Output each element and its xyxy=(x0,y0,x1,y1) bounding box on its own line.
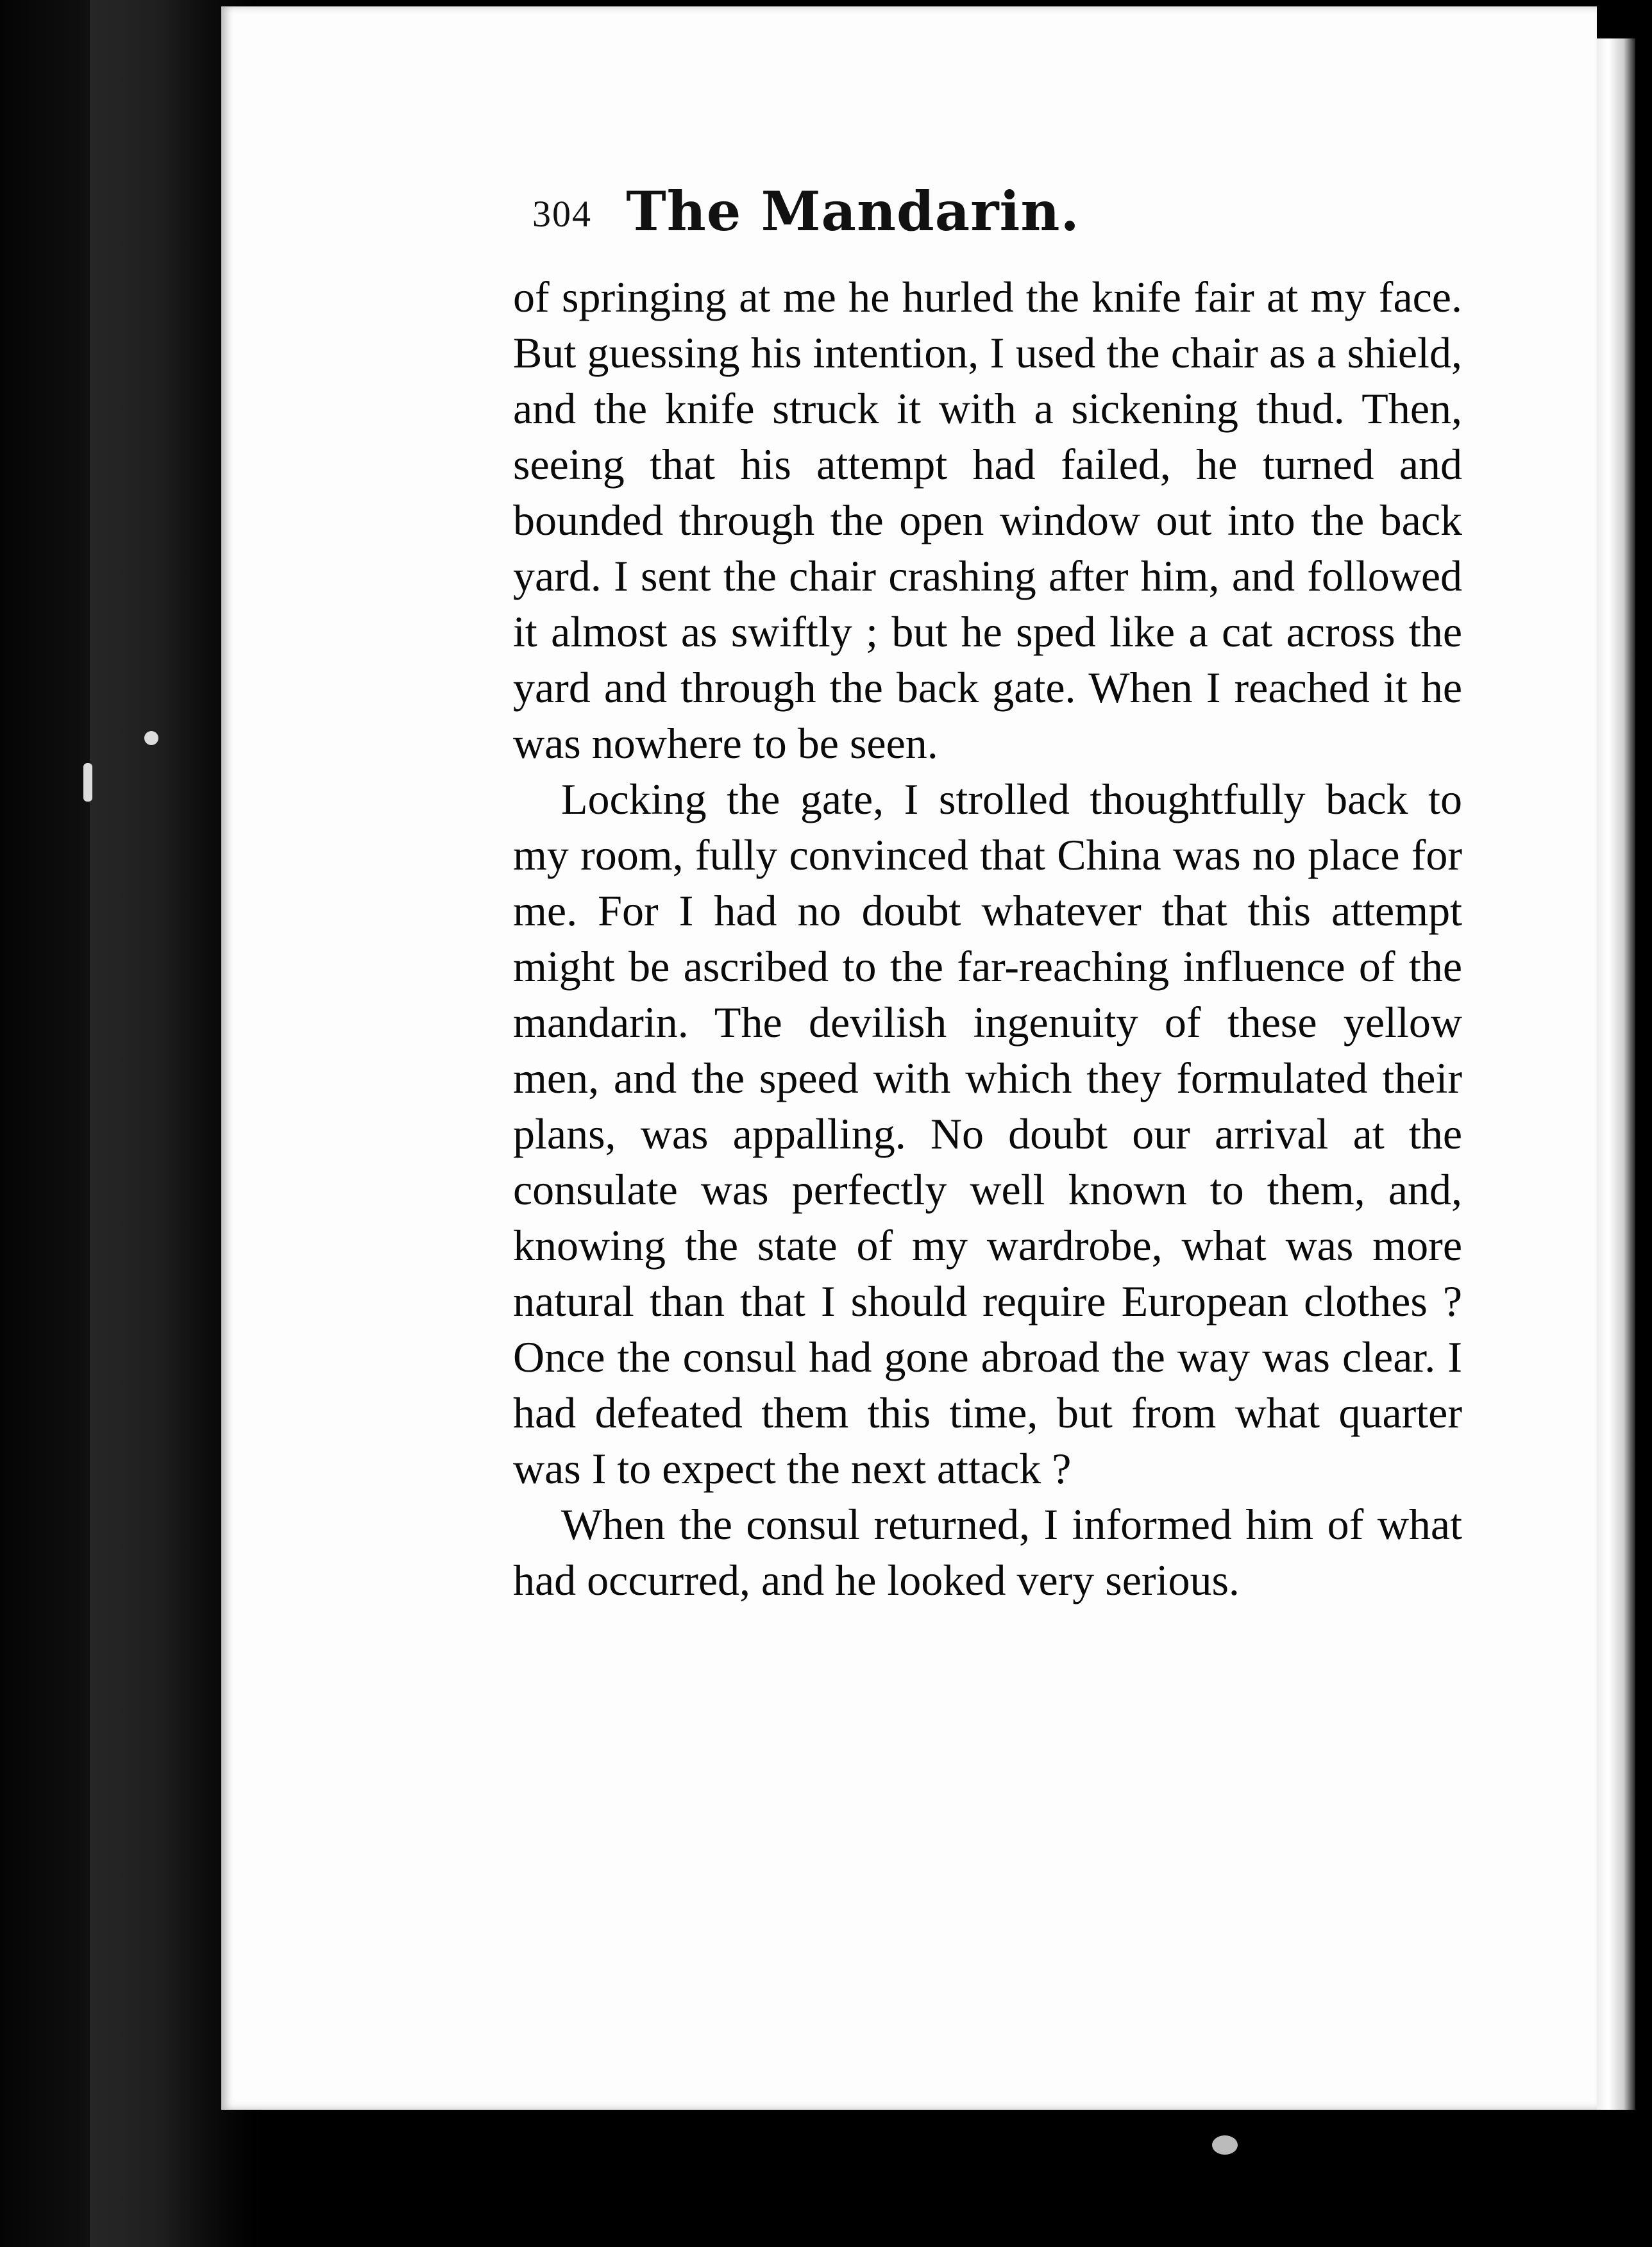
paragraph: of springing at me he hurled the knife fair at my face. But guessing his intention, I used the chair as a shield, and the knife struck it with a sickening thud. Then, seeing that his attempt had failed, he turned and bounded through the open window out into the back yard. I sent the chair crashing after him, and followed it almost as swiftly ; but he sped like a cat across the yard and through the back gate. When I reached it he was nowhere to be seen. xyxy=(513,273,1462,768)
running-head xyxy=(532,173,1174,257)
scan-speck xyxy=(144,731,158,745)
facing-page-edge xyxy=(1597,38,1635,2110)
body-text xyxy=(513,269,1462,1608)
page-number: 304 xyxy=(532,193,592,235)
scan-speck xyxy=(1212,2135,1238,2155)
running-title: The Mandarin. xyxy=(626,180,1080,243)
paragraph: Locking the gate, I strolled thoughtfully back to my room, fully convinced that China was no place for me. For I had no doubt whatever that this attempt might be ascribed to the far-reaching influence of the mandarin. The devilish ingenuity of these yellow men, and the speed with which they formulated their plans, was appalling. No doubt our arrival at the consulate was perfectly well known to them, and, knowing the state of my wardrobe, what was more natural than that I should require European clothes ? Once the consul had gone abroad the way was clear. I had defeated them this time, but from what quarter was I to expect the next attack ? xyxy=(513,775,1462,1493)
scan-speck xyxy=(83,763,92,802)
paragraph: When the consul returned, I informed him of what had occurred, and he looked very serious. xyxy=(513,1500,1462,1604)
